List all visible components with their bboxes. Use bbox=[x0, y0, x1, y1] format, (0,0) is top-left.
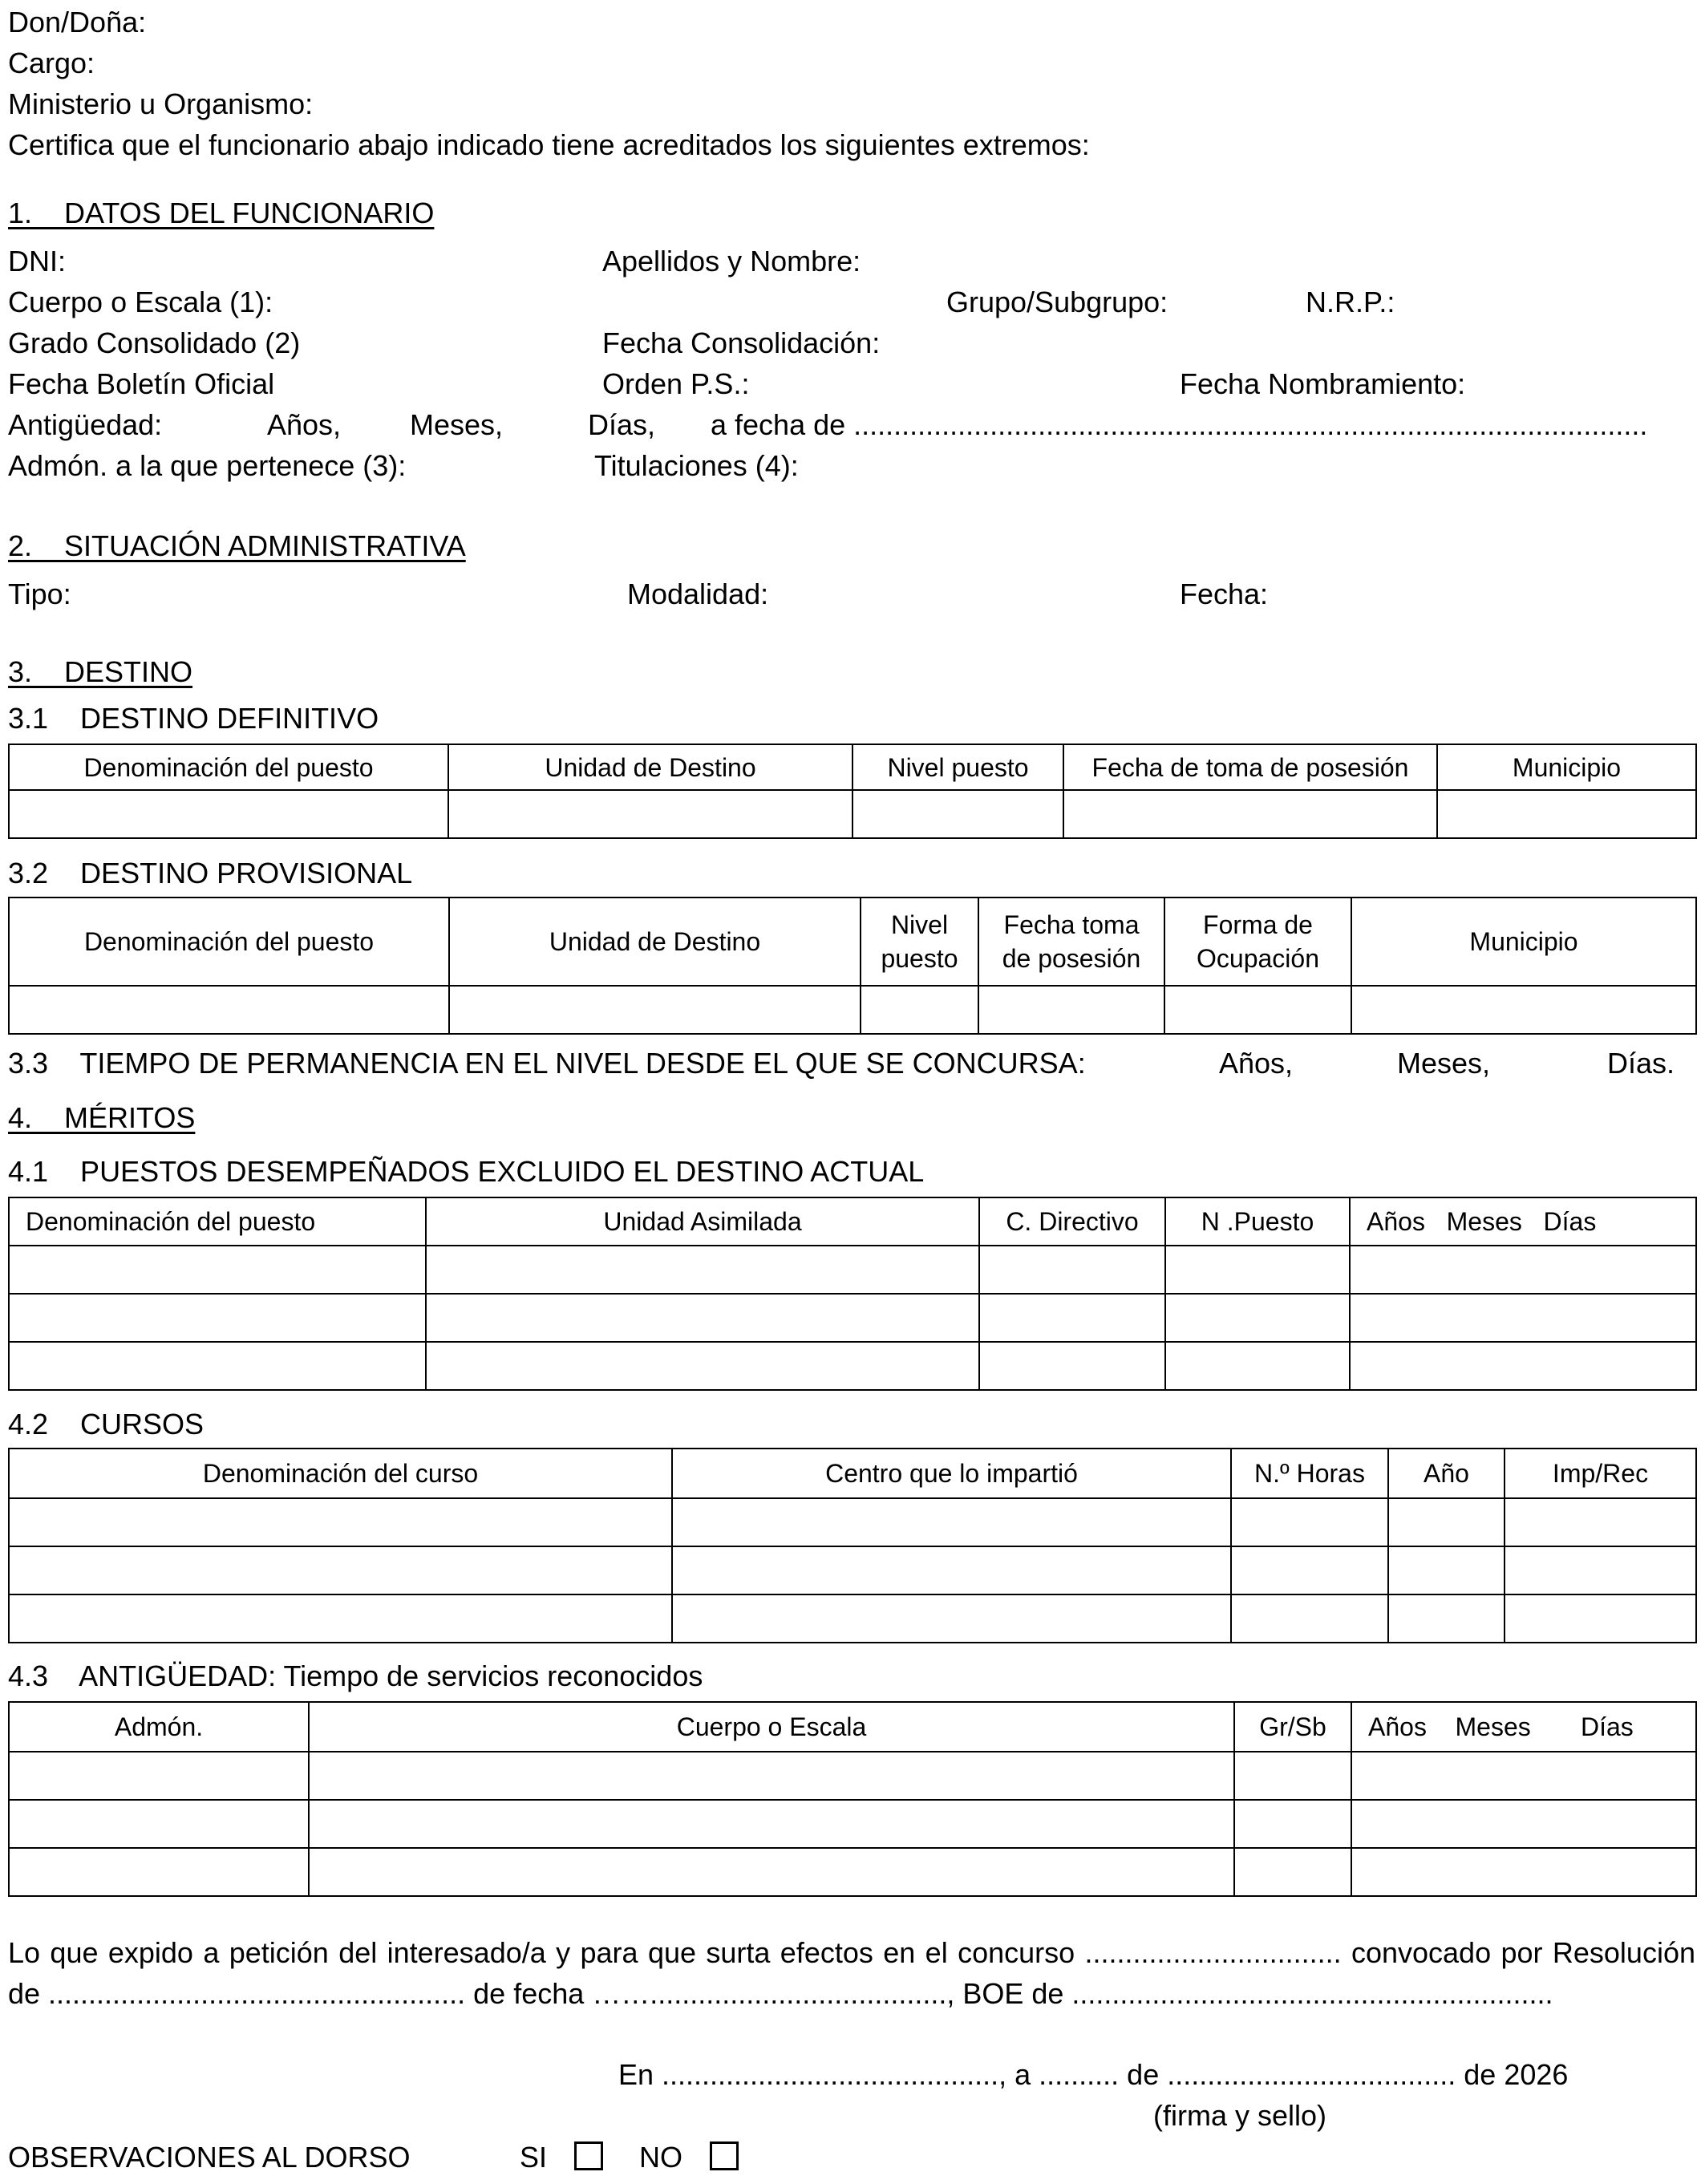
permanencia-anos: Años, bbox=[1219, 1047, 1294, 1080]
table-header: Centro que lo impartió bbox=[672, 1449, 1231, 1498]
fecha-boletin-label: Fecha Boletín Oficial bbox=[8, 367, 275, 400]
fecha-label: Fecha: bbox=[1180, 577, 1269, 610]
antiguedad-label: Antigüedad: bbox=[8, 408, 163, 441]
table-cell[interactable] bbox=[1350, 1246, 1696, 1294]
table-cell[interactable] bbox=[1437, 790, 1696, 838]
table-cell[interactable] bbox=[1350, 1294, 1696, 1342]
fecha-consolidacion-label: Fecha Consolidación: bbox=[602, 326, 881, 359]
table-header: N .Puesto bbox=[1165, 1197, 1350, 1246]
table-cell[interactable] bbox=[978, 986, 1164, 1034]
table-cell[interactable] bbox=[1388, 1546, 1505, 1594]
destino-provisional-title: 3.2 DESTINO PROVISIONAL bbox=[8, 857, 413, 889]
table-header: Cuerpo o Escala bbox=[309, 1702, 1234, 1752]
table-cell[interactable] bbox=[9, 1800, 309, 1848]
table-row[interactable] bbox=[9, 1594, 1696, 1643]
destino-definitivo-table bbox=[8, 744, 1697, 839]
table-header: Fecha toma de posesión bbox=[978, 898, 1164, 986]
table-cell[interactable] bbox=[309, 1752, 1234, 1800]
si-checkbox[interactable] bbox=[574, 2141, 603, 2170]
nrp-label: N.R.P.: bbox=[1306, 286, 1395, 318]
table-cell[interactable] bbox=[1505, 1546, 1696, 1594]
table-cell[interactable] bbox=[979, 1294, 1165, 1342]
table-cell[interactable] bbox=[1505, 1594, 1696, 1643]
table-cell[interactable] bbox=[852, 790, 1063, 838]
table-cell[interactable] bbox=[1165, 1294, 1350, 1342]
titulaciones-label: Titulaciones (4): bbox=[594, 449, 799, 482]
tiempo-permanencia-label: 3.3 TIEMPO DE PERMANENCIA EN EL NIVEL DESDE EL QUE SE CONCURSA: bbox=[8, 1047, 1086, 1080]
table-cell[interactable] bbox=[9, 1594, 672, 1643]
table-header: Municipio bbox=[1437, 744, 1696, 790]
grupo-label: Grupo/Subgrupo: bbox=[946, 286, 1168, 318]
table-cell[interactable] bbox=[1351, 1752, 1696, 1800]
table-row[interactable] bbox=[9, 1546, 1696, 1594]
table-header: Gr/Sb bbox=[1234, 1702, 1351, 1752]
antiguedad-anos: Años, bbox=[267, 408, 342, 441]
table-row[interactable] bbox=[9, 1294, 1696, 1342]
table-cell[interactable] bbox=[9, 1752, 309, 1800]
table-header: Unidad de Destino bbox=[448, 744, 852, 790]
apellidos-label: Apellidos y Nombre: bbox=[602, 245, 861, 278]
table-cell[interactable] bbox=[979, 1246, 1165, 1294]
table-cell[interactable] bbox=[426, 1246, 979, 1294]
section-4-title: 4. MÉRITOS bbox=[8, 1101, 196, 1134]
table-cell[interactable] bbox=[9, 1546, 672, 1594]
table-cell[interactable] bbox=[9, 1498, 672, 1546]
cursos-table bbox=[8, 1448, 1697, 1643]
table-header: C. Directivo bbox=[979, 1197, 1165, 1246]
table-row[interactable] bbox=[9, 790, 1696, 838]
si-label: SI bbox=[520, 2141, 548, 2174]
resolucion-text: de .................................................... de fecha ……....................................., BOE de ............................................................ bbox=[8, 1977, 1553, 2010]
table-cell[interactable] bbox=[1231, 1498, 1388, 1546]
table-cell[interactable] bbox=[861, 986, 978, 1034]
firma-sello-label: (firma y sello) bbox=[1153, 2099, 1327, 2132]
don-label: Don/Doña: bbox=[8, 6, 147, 38]
table-cell[interactable] bbox=[1388, 1498, 1505, 1546]
table-row[interactable] bbox=[9, 1800, 1696, 1848]
antiguedad-dias: Días, bbox=[588, 408, 656, 441]
antiguedad-meses: Meses, bbox=[410, 408, 504, 441]
fecha-nombramiento-label: Fecha Nombramiento: bbox=[1180, 367, 1466, 400]
observaciones-label: OBSERVACIONES AL DORSO bbox=[8, 2141, 411, 2174]
tipo-label: Tipo: bbox=[8, 577, 71, 610]
table-header: Años Meses Días bbox=[1351, 1702, 1696, 1752]
table-cell[interactable] bbox=[9, 790, 448, 838]
table-cell[interactable] bbox=[1231, 1594, 1388, 1643]
puestos-desempenados-title: 4.1 PUESTOS DESEMPEÑADOS EXCLUIDO EL DESTINO ACTUAL bbox=[8, 1155, 925, 1188]
table-row[interactable] bbox=[9, 1498, 1696, 1546]
table-row[interactable] bbox=[9, 1342, 1696, 1390]
table-cell[interactable] bbox=[1505, 1498, 1696, 1546]
dni-label: DNI: bbox=[8, 245, 66, 278]
table-row[interactable] bbox=[9, 1848, 1696, 1896]
no-checkbox[interactable] bbox=[710, 2141, 739, 2170]
table-cell[interactable] bbox=[9, 1294, 426, 1342]
table-cell[interactable] bbox=[672, 1498, 1231, 1546]
table-cell[interactable] bbox=[1231, 1546, 1388, 1594]
table-header: Unidad Asimilada bbox=[426, 1197, 979, 1246]
antiguedad-a-fecha: a fecha de ................................................................................................... bbox=[711, 408, 1648, 441]
table-cell[interactable] bbox=[672, 1594, 1231, 1643]
table-header: N.º Horas bbox=[1231, 1449, 1388, 1498]
table-cell[interactable] bbox=[1234, 1752, 1351, 1800]
cuerpo-label: Cuerpo o Escala (1): bbox=[8, 286, 273, 318]
table-header: Fecha de toma de posesión bbox=[1063, 744, 1437, 790]
table-header: Imp/Rec bbox=[1505, 1449, 1696, 1498]
cargo-label: Cargo: bbox=[8, 47, 95, 79]
table-header: Años Meses Días bbox=[1350, 1197, 1696, 1246]
destino-provisional-table bbox=[8, 897, 1697, 1035]
table-header: Nivel puesto bbox=[852, 744, 1063, 790]
table-cell[interactable] bbox=[449, 986, 861, 1034]
table-cell[interactable] bbox=[426, 1342, 979, 1390]
table-header: Nivel puesto bbox=[861, 898, 978, 986]
table-header: Municipio bbox=[1351, 898, 1696, 986]
puestos-table bbox=[8, 1197, 1697, 1391]
expido-text: Lo que expido a petición del interesado/a y para que surta efectos en el concurso ................................ convocado por Resolución bbox=[8, 1937, 1695, 1969]
table-cell[interactable] bbox=[1351, 1800, 1696, 1848]
antiguedad-servicios-title: 4.3 ANTIGÜEDAD: Tiempo de servicios reconocidos bbox=[8, 1659, 703, 1692]
grado-label: Grado Consolidado (2) bbox=[8, 326, 301, 359]
orden-ps-label: Orden P.S.: bbox=[602, 367, 750, 400]
certifica-text: Certifica que el funcionario abajo indicado tiene acreditados los siguientes extremos: bbox=[8, 128, 1090, 161]
table-cell[interactable] bbox=[448, 790, 852, 838]
modalidad-label: Modalidad: bbox=[627, 577, 769, 610]
table-cell[interactable] bbox=[979, 1342, 1165, 1390]
section-3-title: 3. DESTINO bbox=[8, 655, 193, 688]
table-header: Año bbox=[1388, 1449, 1505, 1498]
section-1-title: 1. DATOS DEL FUNCIONARIO bbox=[8, 197, 435, 229]
table-row[interactable] bbox=[9, 1752, 1696, 1800]
permanencia-meses: Meses, bbox=[1397, 1047, 1491, 1080]
table-row[interactable] bbox=[9, 986, 1696, 1034]
table-cell[interactable] bbox=[1388, 1594, 1505, 1643]
table-cell[interactable] bbox=[9, 986, 449, 1034]
antiguedad-table bbox=[8, 1701, 1697, 1897]
table-cell[interactable] bbox=[1165, 1246, 1350, 1294]
no-label: NO bbox=[639, 2141, 682, 2174]
table-header: Admón. bbox=[9, 1702, 309, 1752]
table-cell[interactable] bbox=[1234, 1848, 1351, 1896]
table-header: Denominación del puesto bbox=[9, 744, 448, 790]
lugar-fecha-line: En .........................................., a .......... de .................................... de 2026 bbox=[618, 2058, 1569, 2091]
table-cell[interactable] bbox=[309, 1800, 1234, 1848]
table-cell[interactable] bbox=[1063, 790, 1437, 838]
table-cell[interactable] bbox=[1234, 1800, 1351, 1848]
table-header: Forma de Ocupación bbox=[1164, 898, 1351, 986]
table-row[interactable] bbox=[9, 1246, 1696, 1294]
ministerio-label: Ministerio u Organismo: bbox=[8, 87, 314, 120]
table-cell[interactable] bbox=[1351, 986, 1696, 1034]
table-cell[interactable] bbox=[9, 1246, 426, 1294]
permanencia-dias: Días. bbox=[1607, 1047, 1675, 1080]
table-cell[interactable] bbox=[1164, 986, 1351, 1034]
table-cell[interactable] bbox=[9, 1342, 426, 1390]
table-header: Denominación del curso bbox=[9, 1449, 672, 1498]
table-cell[interactable] bbox=[672, 1546, 1231, 1594]
destino-definitivo-title: 3.1 DESTINO DEFINITIVO bbox=[8, 702, 379, 735]
table-header: Denominación del puesto bbox=[9, 1197, 426, 1246]
table-cell[interactable] bbox=[1165, 1342, 1350, 1390]
table-cell[interactable] bbox=[1350, 1342, 1696, 1390]
table-cell[interactable] bbox=[426, 1294, 979, 1342]
cursos-title: 4.2 CURSOS bbox=[8, 1408, 205, 1440]
section-2-title: 2. SITUACIÓN ADMINISTRATIVA bbox=[8, 529, 466, 562]
table-cell[interactable] bbox=[1351, 1848, 1696, 1896]
table-cell[interactable] bbox=[9, 1848, 309, 1896]
table-header: Denominación del puesto bbox=[9, 898, 449, 986]
table-cell[interactable] bbox=[309, 1848, 1234, 1896]
admon-label: Admón. a la que pertenece (3): bbox=[8, 449, 407, 482]
table-header: Unidad de Destino bbox=[449, 898, 861, 986]
